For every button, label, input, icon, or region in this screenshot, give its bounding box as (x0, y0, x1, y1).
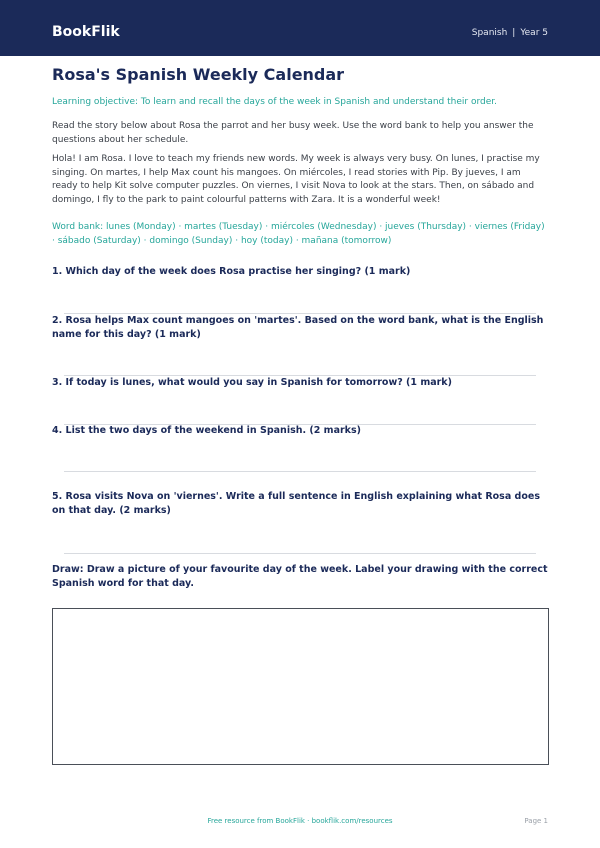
subject-label: Spanish (471, 28, 508, 38)
meta-separator: | (512, 28, 516, 38)
draw-instruction: Draw: Draw a picture of your favourite day of the week. Label your drawing with the correct Spanish word for that day. (52, 564, 548, 589)
question-4: 4. List the two days of the weekend in Spanish. (2 marks) (52, 425, 361, 436)
question-1: 1. Which day of the week does Rosa practise her singing? (1 mark) (52, 266, 411, 277)
page-number: Page 1 (524, 817, 548, 825)
worksheet-title: Rosa's Spanish Weekly Calendar (52, 65, 345, 84)
question-5: 5. Rosa visits Nova on 'viernes'. Write a full sentence in English explaining what Rosa does on that day. (2 marks) (52, 491, 540, 516)
header-meta (472, 26, 548, 40)
header-bar (0, 0, 600, 56)
question-2: 2. Rosa helps Max count mangoes on 'martes'. Based on the word bank, what is the English name for this day? (1 mark) (52, 315, 544, 340)
year-label: Year 5 (520, 28, 548, 38)
intro-text: Read the story below about Rosa the parrot and her busy week. Use the word bank to help you answer the questions about her schedule. (52, 121, 534, 145)
learning-objective: Learning objective: To learn and recall the days of the week in Spanish and understand their order. (52, 97, 497, 107)
drawing-area[interactable] (52, 608, 549, 765)
brand-logo-text: BookFlik (52, 24, 120, 40)
answer-line[interactable] (64, 471, 536, 472)
story-text: Hola! I am Rosa. I love to teach my friends new words. My week is always very busy. On lunes, I practise my singing. On martes, I help Max count his mangoes. On miércoles, I read stories with Pip. By jueves, I am ready to help Kit solve computer puzzles. On viernes, I visit Nova to look at the stars. Then, on sábado and domingo, I fly to the park to paint colourful patterns with Zara. It is a wonderful week! (52, 154, 540, 205)
question-3: 3. If today is lunes, what would you say in Spanish for tomorrow? (1 mark) (52, 377, 452, 388)
footer-credit: Free resource from BookFlik · bookflik.com/resources (207, 817, 393, 825)
word-bank: Word bank: lunes (Monday) · martes (Tuesday) · miércoles (Wednesday) · jueves (Thursday) · viernes (Friday) · sábado (Saturday) · domingo (Sunday) · hoy (today) · mañana (tomorrow) (52, 222, 545, 246)
answer-line[interactable] (64, 553, 536, 554)
